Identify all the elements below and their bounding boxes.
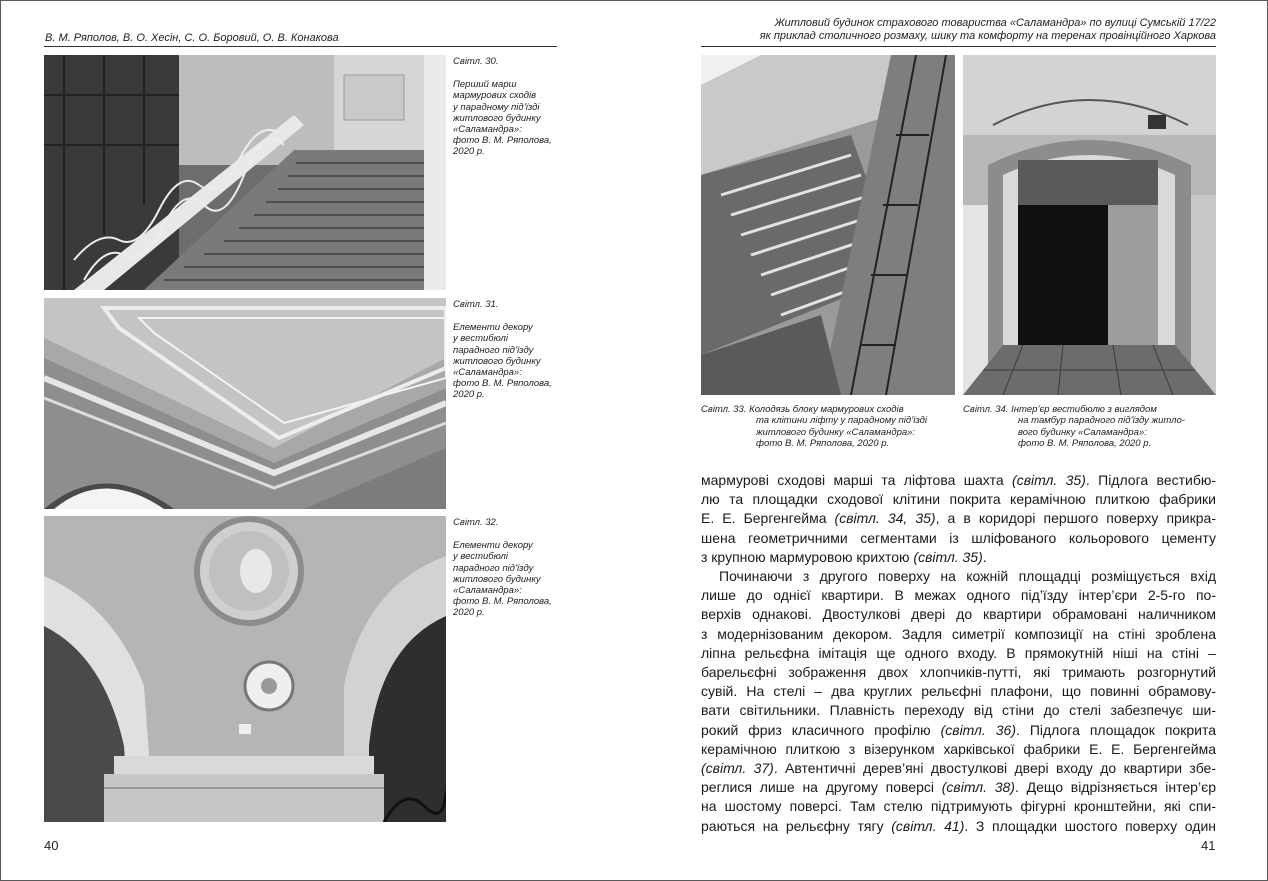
paragraph-2 xyxy=(701,567,1216,836)
caption-line: парадного під’їзду xyxy=(453,344,534,356)
text-run: . Автентичні дерев’яні двостулкові двері входу до квартири збе- xyxy=(773,760,1216,777)
caption-photo-32 xyxy=(453,517,552,619)
caption-line: 2020 р. xyxy=(453,389,485,401)
text-line xyxy=(701,605,1216,624)
figure-reference: (світл. 37) xyxy=(701,760,774,777)
text-run: лише до однієї квартири. В межах одного під’їзду інтер’єри 2-5-го по- xyxy=(701,587,1216,604)
text-line xyxy=(701,625,1216,644)
photo-stair-well xyxy=(701,55,955,395)
caption-line: фото В. М. Ряполова, 2020 р. xyxy=(1018,438,1152,450)
paragraph-1 xyxy=(701,471,1216,567)
header-rule-right xyxy=(701,46,1216,47)
caption-line: Елементи декору xyxy=(453,322,533,334)
caption-line: Світл. 33. Колодязь блоку мармурових сходів xyxy=(701,404,904,415)
caption-line: житлового будинку xyxy=(453,112,541,124)
caption-number: Світл. 32. xyxy=(453,517,499,528)
caption-photo-33 xyxy=(701,404,927,450)
text-run: . З площадки шостого поверху один xyxy=(964,817,1216,834)
caption-line: на тамбур парадного під’їзду житло- xyxy=(1018,415,1185,427)
text-line xyxy=(701,471,1216,490)
caption-photo-31 xyxy=(453,299,552,401)
text-run: лю та площадки сходової клітини покрита керамічною плиткою фабрики xyxy=(701,491,1216,508)
text-line xyxy=(701,759,1216,778)
caption-line: фото В. М. Ряполова, xyxy=(453,596,552,608)
text-run: реглися лише на другому поверсі xyxy=(701,779,942,796)
text-line xyxy=(701,490,1216,509)
running-head-authors: В. М. Ряполов, В. О. Хесін, С. О. Боровий, О. В. Конакова xyxy=(45,32,339,44)
caption-line: у парадному під’їзді xyxy=(453,101,540,113)
text-line xyxy=(701,817,1216,836)
body-text xyxy=(701,471,1216,836)
text-run: на шостому поверсі. Там стелю підтримують фігурні кронштейни, які спи- xyxy=(701,798,1216,815)
figure-reference: (світл. 41) xyxy=(891,817,965,834)
figure-reference: (світл. 35) xyxy=(913,548,983,565)
text-line xyxy=(701,682,1216,701)
text-run: рокий фриз класичного профілю xyxy=(701,721,941,738)
header-rule-left xyxy=(44,46,557,47)
text-line xyxy=(701,548,1216,567)
text-run: раються на рельєфну тягу xyxy=(701,817,892,834)
text-run: . Дещо відрізняється інтер’єр xyxy=(1014,779,1216,796)
text-run: Починаючи з другого поверху на кожній площадці розміщується вхід xyxy=(719,568,1216,585)
text-run: керамічною плиткою з візерунком харківської фабрики Е. Е. Бергенгейма xyxy=(701,740,1216,757)
caption-line: 2020 р. xyxy=(453,607,485,619)
caption-line: у вестибюлі xyxy=(453,551,509,563)
caption-line: та клітини ліфту у парадному під’їзді xyxy=(756,415,928,427)
figure-reference: (світл. 38) xyxy=(941,779,1015,796)
text-line xyxy=(701,509,1216,528)
caption-line: у вестибюлі xyxy=(453,333,509,345)
figure-reference: (світл. 36) xyxy=(940,721,1016,738)
text-run: барельєфні зображення двох хлопчиків-путті, які тримають розгорнутий xyxy=(701,664,1216,681)
caption-photo-34 xyxy=(963,404,1185,450)
text-run: вати світильники. Плавність переходу від стіни до стелі забезпечує ши- xyxy=(701,702,1216,719)
text-run: сувій. На стелі – два круглих рельєфні плафони, що повинні обрамову- xyxy=(701,683,1216,700)
text-line xyxy=(701,701,1216,720)
text-run: ліпна рельєфна імітація ще одного входу. В прямокутній ніші на стіні – xyxy=(701,644,1216,661)
text-run: . xyxy=(982,548,987,565)
photo-vestibule xyxy=(963,55,1216,395)
caption-line: фото В. М. Ряполова, 2020 р. xyxy=(756,438,890,450)
text-run: з крупною мармуровою крихтою xyxy=(701,548,914,565)
photo-medallion-arches xyxy=(44,516,446,822)
text-run: мармурові сходові марші та ліфтова шахта xyxy=(701,472,1013,488)
caption-number: Світл. 31. xyxy=(453,299,499,310)
photo-ceiling-decor xyxy=(44,298,446,509)
text-line xyxy=(701,529,1216,548)
figure-reference: (світл. 34, 35) xyxy=(834,510,936,527)
text-run: з модернізованим декором. Задля симетрії композиції на стіні зроблена xyxy=(701,625,1216,642)
text-run: . Підлога вестибю- xyxy=(1085,472,1217,488)
caption-line: фото В. М. Ряполова, xyxy=(453,378,552,390)
caption-line: житлового будинку «Саламандра»: xyxy=(756,426,916,438)
page-number-right: 41 xyxy=(1201,838,1216,853)
caption-number: Світл. 30. xyxy=(453,56,499,67)
text-run: Е. Е. Бергенгейма xyxy=(701,510,835,527)
running-head-title-1: Житловий будинок страхового товариства «Саламандра» по вулиці Сумській 17/22 xyxy=(774,17,1216,29)
figure-reference: (світл. 35) xyxy=(1012,472,1086,488)
caption-line: Світл. 34. Інтер’єр вестибюлю з виглядом xyxy=(963,404,1157,415)
text-line xyxy=(701,740,1216,759)
text-line xyxy=(701,797,1216,816)
caption-line: Перший марш xyxy=(453,79,517,91)
running-head-title-2: як приклад столичного розмаху, шику та комфорту на теренах провінційного Харкова xyxy=(759,30,1216,42)
caption-line: «Саламандра»: xyxy=(453,585,522,597)
caption-line: Елементи декору xyxy=(453,540,533,552)
caption-line: житлового будинку xyxy=(453,573,541,585)
text-run: верхів однакові. Двостулкові двері до квартири обрамовані наличником xyxy=(701,606,1216,623)
page-number-left: 40 xyxy=(44,838,59,853)
caption-line: вого будинку «Саламандра»: xyxy=(1018,426,1147,438)
text-run: , а в коридорі першого поверху прикра- xyxy=(935,510,1216,527)
text-line xyxy=(701,644,1216,663)
text-line xyxy=(701,586,1216,605)
caption-line: житлового будинку xyxy=(453,355,541,367)
text-line xyxy=(701,778,1216,797)
text-run: . Підлога площадок покрита xyxy=(1016,721,1216,738)
caption-line: фото В. М. Ряполова, xyxy=(453,135,552,147)
text-line xyxy=(701,567,1216,586)
caption-line: мармурових сходів xyxy=(453,90,537,102)
photo-staircase xyxy=(44,55,446,290)
caption-line: парадного під’їзду xyxy=(453,562,534,574)
text-line xyxy=(701,721,1216,740)
text-line xyxy=(701,663,1216,682)
caption-line: 2020 р. xyxy=(453,146,485,158)
caption-line: «Саламандра»: xyxy=(453,367,522,379)
caption-line: «Саламандра»: xyxy=(453,124,522,136)
text-run: шена геометричними сегментами із шліфованого кольорового цементу xyxy=(701,529,1216,546)
caption-photo-30 xyxy=(453,56,552,158)
